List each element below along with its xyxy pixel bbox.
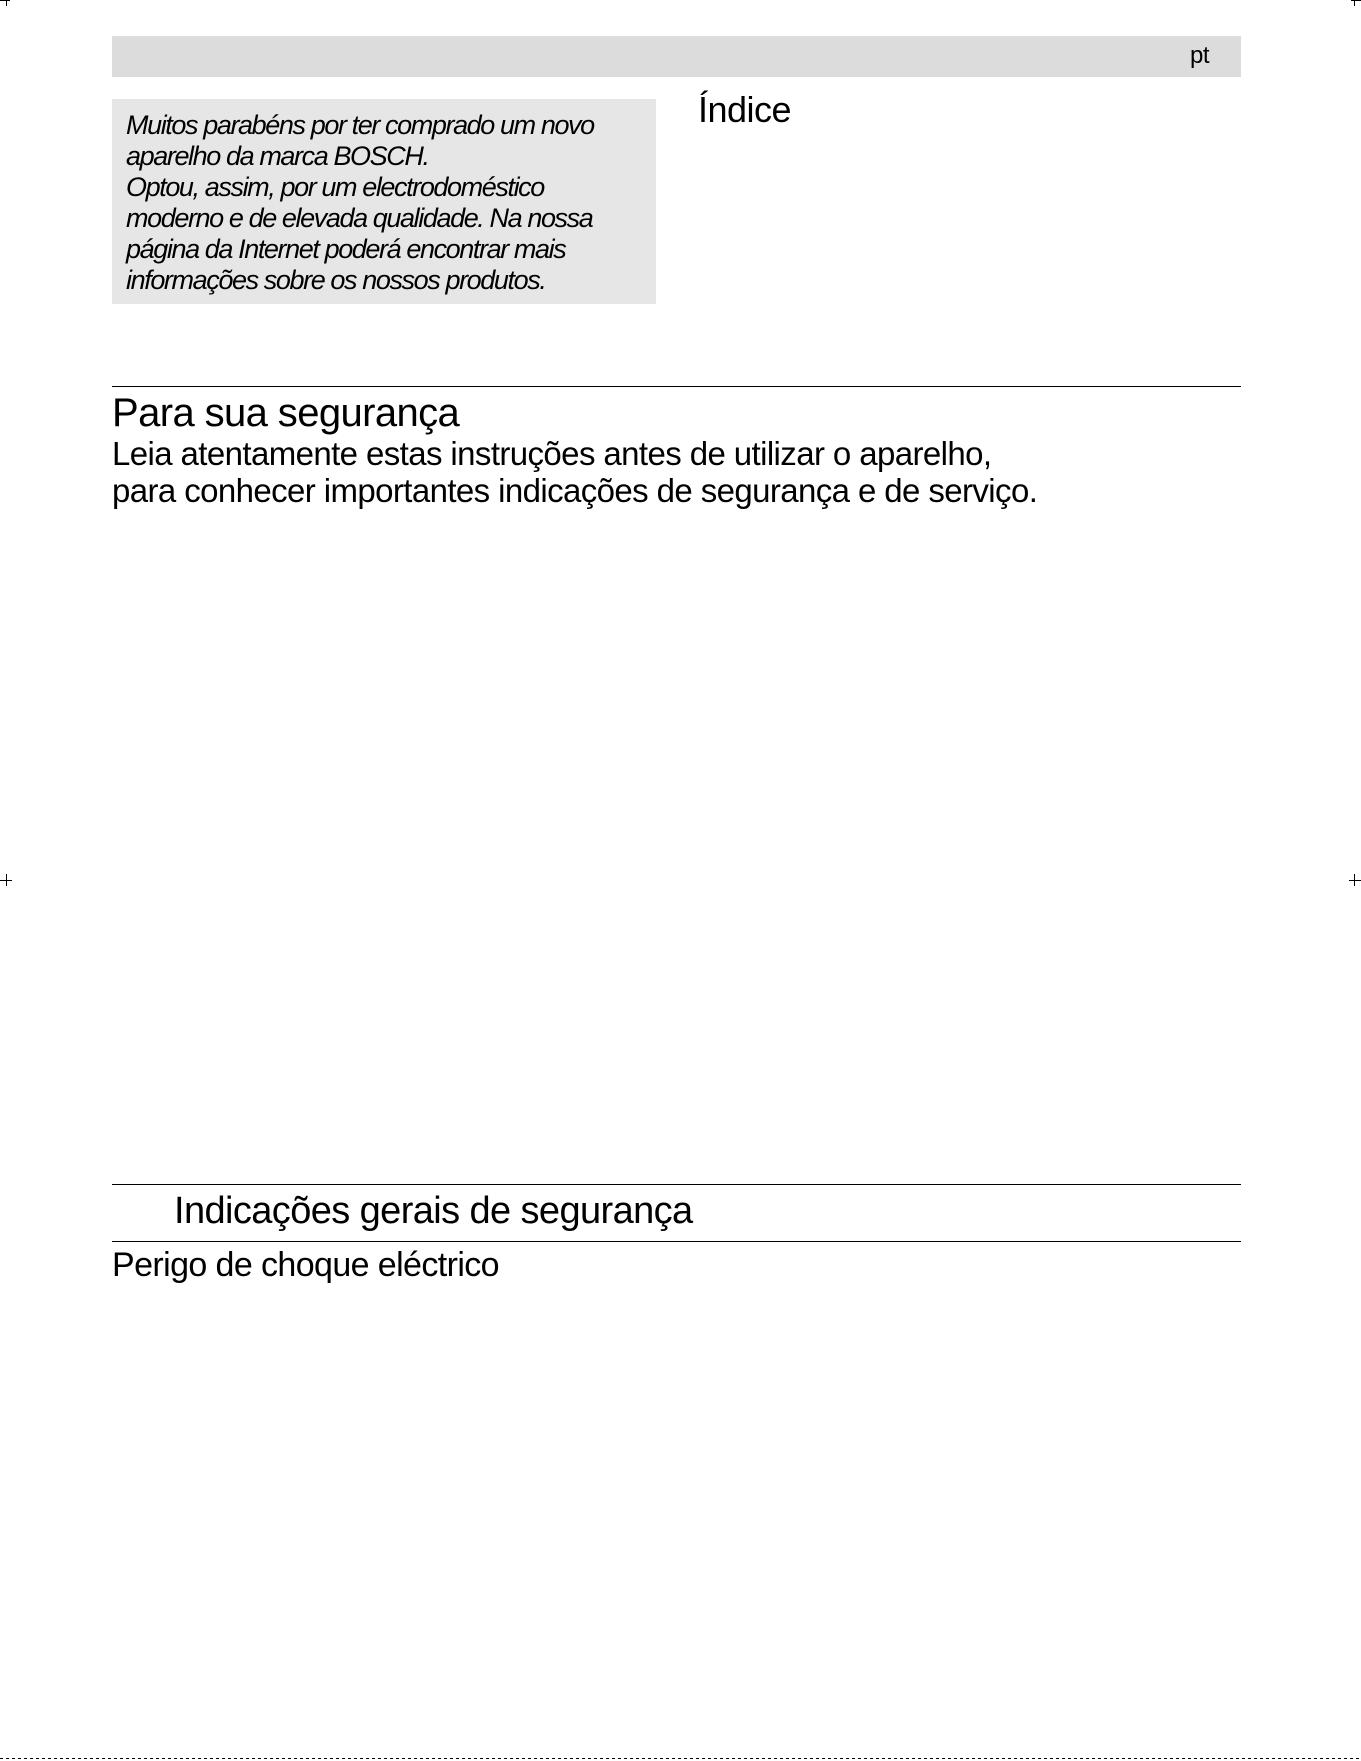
section-divider bbox=[112, 386, 1241, 387]
crop-mark-bottom-rule bbox=[0, 1758, 1361, 1759]
section-divider bbox=[112, 1184, 1241, 1185]
language-code: pt bbox=[1189, 42, 1209, 69]
section-divider bbox=[112, 1241, 1241, 1242]
crop-mark-mid-right bbox=[1349, 880, 1361, 881]
safety-section-intro: Leia atentamente estas instruções antes de utilizar o aparelho, para conhecer importantes indicações de segurança e de serviço. bbox=[112, 435, 1038, 509]
safety-section-title: Para sua segurança bbox=[112, 391, 460, 435]
general-safety-title: Indicações gerais de segurança bbox=[174, 1190, 693, 1232]
crop-mark-top-right bbox=[1354, 0, 1355, 6]
crop-mark-top-left bbox=[6, 0, 7, 6]
index-title: Índice bbox=[698, 89, 792, 130]
crop-mark-top-right bbox=[1351, 0, 1361, 1]
crop-mark-mid-right bbox=[1354, 874, 1355, 886]
crop-mark-mid-left bbox=[6, 874, 7, 886]
electric-shock-title: Perigo de choque eléctrico bbox=[112, 1246, 499, 1284]
header-bar bbox=[112, 36, 1241, 77]
intro-box bbox=[112, 99, 656, 304]
crop-mark-top-left bbox=[0, 0, 10, 1]
intro-text: Muitos parabéns por ter comprado um novo aparelho da marca BOSCH. Optou, assim, por um electrodoméstico moderno e de elevada qualidade. Na nossa página da Internet poderá encontrar mais informações sobre os nossos produtos. bbox=[126, 110, 594, 295]
